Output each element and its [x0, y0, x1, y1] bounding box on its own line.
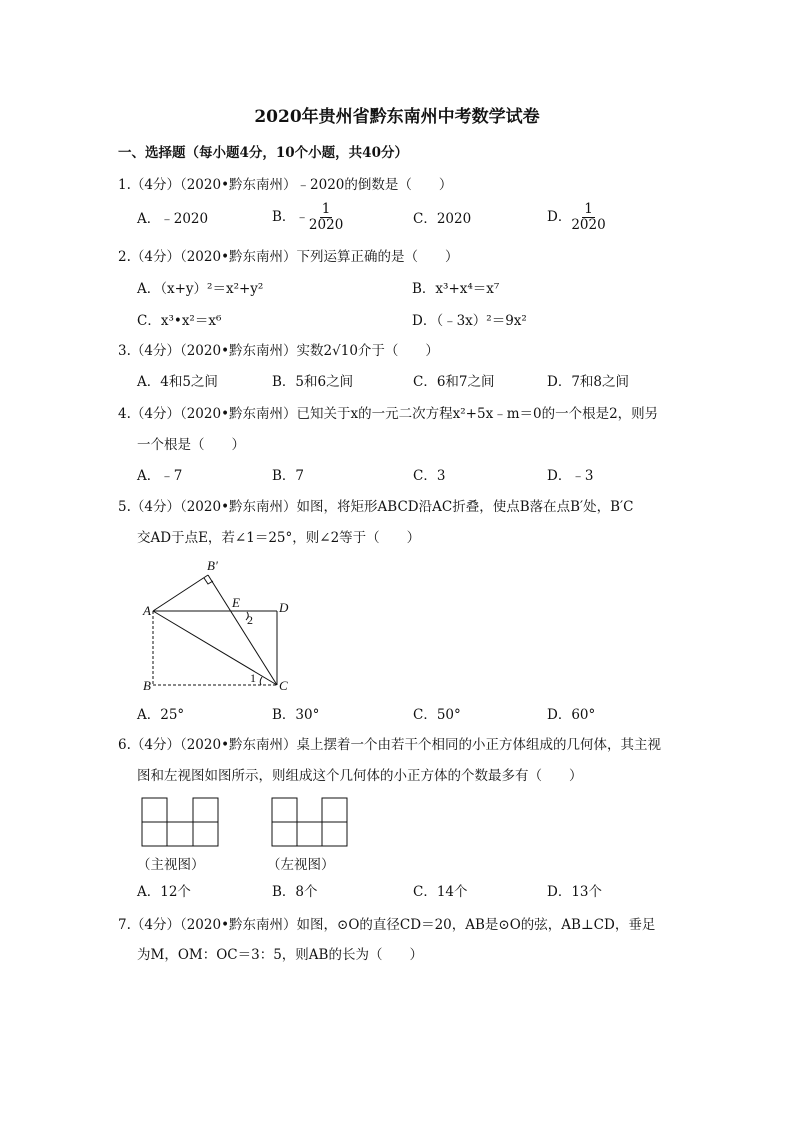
q4-stem-cont: 一个根是（ ）	[137, 437, 245, 453]
q5-option-c: C．50°	[413, 707, 461, 723]
main-view-label: （主视图）	[137, 857, 205, 873]
q1-option-c: C．2020	[413, 211, 472, 227]
q4-option-c: C．3	[413, 468, 446, 484]
numerator: 1	[584, 201, 593, 217]
q3-stem: 3.（4分）（2020•黔东南州）实数2√10介于（ ）	[118, 343, 439, 359]
label-a: A	[143, 603, 151, 618]
q6-option-c: C．14个	[413, 884, 468, 900]
q2-stem: 2.（4分）（2020•黔东南州）下列运算正确的是（ ）	[118, 249, 459, 265]
q4-option-d: D．﹣3	[547, 468, 594, 484]
numerator: 1	[321, 201, 331, 217]
q5-option-a: A．25°	[137, 707, 185, 723]
q5-option-b: B．30°	[272, 707, 320, 723]
q6-option-b: B．8个	[272, 884, 318, 900]
q3-option-d: D．7和8之间	[547, 374, 630, 390]
section-heading: 一、选择题（每小题4分，10个小题，共40分）	[118, 145, 408, 161]
q7-stem-cont: 为M，OM：OC＝3：5，则AB的长为（ ）	[137, 947, 423, 963]
q5-stem-cont: 交AD于点E，若∠1＝25°，则∠2等于（ ）	[137, 530, 421, 546]
left-view	[272, 798, 347, 846]
q6-option-d: D．13个	[547, 884, 603, 900]
q1-d-prefix: D．	[547, 209, 572, 225]
q2-option-a: A．（x+y）²＝x²+y²	[137, 281, 264, 297]
q5-stem: 5.（4分）（2020•黔东南州）如图，将矩形ABCD沿AC折叠，使点B落在点B′处，B′C	[118, 499, 634, 515]
q3-option-b: B．5和6之间	[272, 374, 354, 390]
q2-option-b: B．x³+x⁴＝x⁷	[412, 281, 500, 297]
q4-option-b: B．7	[272, 468, 305, 484]
label-angle-1: 1	[250, 671, 256, 685]
label-b: B	[143, 678, 151, 693]
page-title: 2020年贵州省黔东南州中考数学试卷	[254, 107, 540, 127]
q6-option-a: A．12个	[137, 884, 191, 900]
label-angle-2: 2	[247, 613, 253, 627]
main-view	[142, 798, 218, 846]
q3-option-a: A．4和5之间	[137, 374, 218, 390]
q1-stem: 1.（4分）（2020•黔东南州）﹣2020的倒数是（ ）	[118, 177, 453, 193]
label-e: E	[232, 595, 240, 610]
label-c: C	[279, 678, 288, 693]
q3-option-c: C．6和7之间	[413, 374, 495, 390]
q2-option-d: D．（﹣3x）²＝9x²	[412, 313, 527, 329]
denominator: 2020	[571, 217, 606, 233]
left-view-label: （左视图）	[267, 857, 335, 873]
q6-stem: 6.（4分）（2020•黔东南州）桌上摆着一个由若干个相同的小正方体组成的几何体，其主视	[118, 737, 662, 753]
q2-option-c: C．x³•x²＝x⁶	[137, 313, 222, 329]
q4-option-a: A．﹣7	[137, 468, 183, 484]
q4-stem: 4.（4分）（2020•黔东南州）已知关于x的一元二次方程x²+5x﹣m＝0的一个根是2，则另	[118, 406, 659, 422]
q5-option-d: D．60°	[547, 707, 596, 723]
q1-b-prefix: B．﹣	[272, 209, 309, 225]
q6-stem-cont: 图和左视图如图所示，则组成这个几何体的小正方体的个数最多有（ ）	[137, 768, 583, 784]
label-d: D	[279, 600, 289, 615]
q1-option-a: A．﹣2020	[137, 211, 209, 227]
q7-stem: 7.（4分）（2020•黔东南州）如图，⊙O的直径CD＝20，AB是⊙O的弦，AB⊥CD，垂足	[118, 917, 656, 933]
label-b-prime: B′	[207, 558, 218, 573]
denominator: 2020	[308, 217, 344, 233]
